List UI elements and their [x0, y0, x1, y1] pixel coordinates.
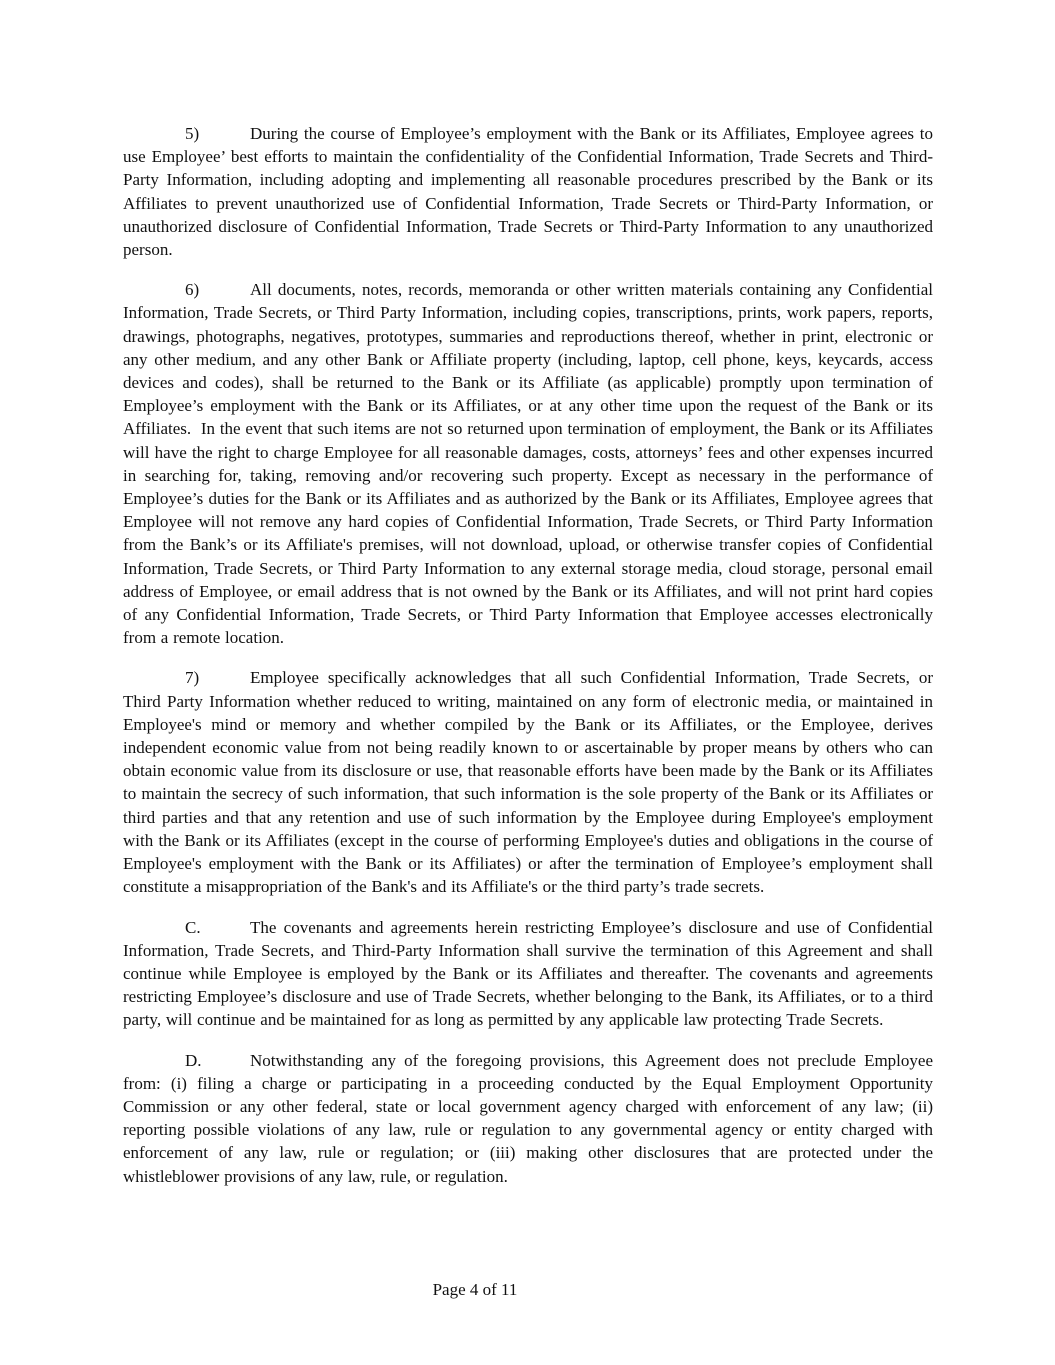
- paragraph-d-text: Notwithstanding any of the foregoing provisions, this Agreement does not preclude Employee from: (i) filing a charge or participating in a proceeding conducted by the Equal Employment Opportunity Commission or any other federal, state or local government agency charged with enforcement of any law; (ii) reporting possible violations of any law, rule or regulation to any governmental agency or entity charged with enforcement of any law, rule or regulation; or (iii) making other disclosures that are protected under the whistleblower provisions of any law, rule, or regulation.: [123, 1050, 933, 1186]
- paragraph-c: [123, 916, 933, 1032]
- paragraph-7-text: Employee specifically acknowledges that all such Confidential Information, Trade Secrets, or Third Party Information whether reduced to writing, maintained on any form of electronic media, or maintained in Employee's mind or memory and whether compiled by the Bank or its Affiliates, or the Employee, derives independent economic value from not being readily known to or ascertainable by proper means by others who can obtain economic value from its disclosure or use, that reasonable efforts have been made by the Bank or its Affiliates to maintain the secrecy of such information, that such information is the sole property of the Bank or its Affiliates or third parties and that any retention and use of such information by the Employee during Employee's employment with the Bank or its Affiliates (except in the course of performing Employee's duties and obligations in the course of Employee's employment with the Bank or its Affiliates) or after the termination of Employee’s employment shall constitute a misappropriation of the Bank's and its Affiliate's or the third party’s trade secrets.: [123, 668, 933, 897]
- paragraph-d-letter: D.: [185, 1050, 202, 1070]
- paragraph-6-number: 6): [185, 280, 200, 300]
- paragraph-d: [123, 1049, 933, 1188]
- paragraph-7-number: 7): [185, 668, 200, 688]
- paragraph-6: [123, 278, 933, 649]
- paragraph-5-text: During the course of Employee’s employment with the Bank or its Affiliates, Employee agrees to use Employee’ best efforts to maintain the confidentiality of the Confidential Information, Trade Secrets and Third-Party Information, including adopting and implementing all reasonable procedures prescribed by the Bank or its Affiliates to prevent unauthorized use of Confidential Information, Trade Secrets or Third-Party Information, or unauthorized disclosure of Confidential Information, Trade Secrets or Third-Party Information to any unauthorized person.: [123, 124, 933, 260]
- paragraph-6-text: All documents, notes, records, memoranda or other written materials containing any Confidential Information, Trade Secrets, or Third Party Information, including copies, transcriptions, prints, work papers, reports, drawings, photographs, negatives, prototypes, summaries and reproductions thereof, whether in print, electronic or any other medium, and any other Bank or Affiliate property (including, laptop, cell phone, keys, keycards, access devices and codes), shall be returned to the Bank or its Affiliate (as applicable) promptly upon termination of Employee’s employment with the Bank or its Affiliates, or at any other time upon the request of the Bank or its Affiliates. In the event that such items are not so returned upon termination of employment, the Bank or its Affiliates will have the right to charge Employee for all reasonable damages, costs, attorneys’ fees and other expenses incurred in searching for, taking, removing and/or recovering such property. Except as necessary in the performance of Employee’s duties for the Bank or its Affiliates and as authorized by the Bank or its Affiliates, Employee agrees that Employee will not remove any hard copies of Confidential Information, Trade Secrets, or Third Party Information from the Bank’s or its Affiliate's premises, will not download, upload, or otherwise transfer copies of Confidential Information, Trade Secrets, or Third Party Information to any external storage media, cloud storage, personal email address of Employee, or email address that is not owned by the Bank or its Affiliates, and will not print hard copies of any Confidential Information, Trade Secrets, or Third Party Information that Employee accesses electronically from a remote location.: [123, 280, 933, 648]
- paragraph-7: [123, 666, 933, 898]
- paragraph-c-text: The covenants and agreements herein restricting Employee’s disclosure and use of Confidential Information, Trade Secrets, and Third-Party Information shall survive the termination of this Agreement and shall continue while Employee is employed by the Bank or its Affiliates and thereafter. The covenants and agreements restricting Employee’s disclosure and use of Trade Secrets, whether belonging to the Bank, its Affiliates, or to a third party, will continue and be maintained for as long as permitted by any applicable law protecting Trade Secrets.: [123, 917, 933, 1030]
- page-number-footer: Page 4 of 11: [432, 1280, 518, 1299]
- paragraph-5: [123, 122, 933, 261]
- paragraph-c-letter: C.: [185, 917, 201, 937]
- document-body: [123, 122, 933, 1205]
- paragraph-5-number: 5): [185, 124, 200, 143]
